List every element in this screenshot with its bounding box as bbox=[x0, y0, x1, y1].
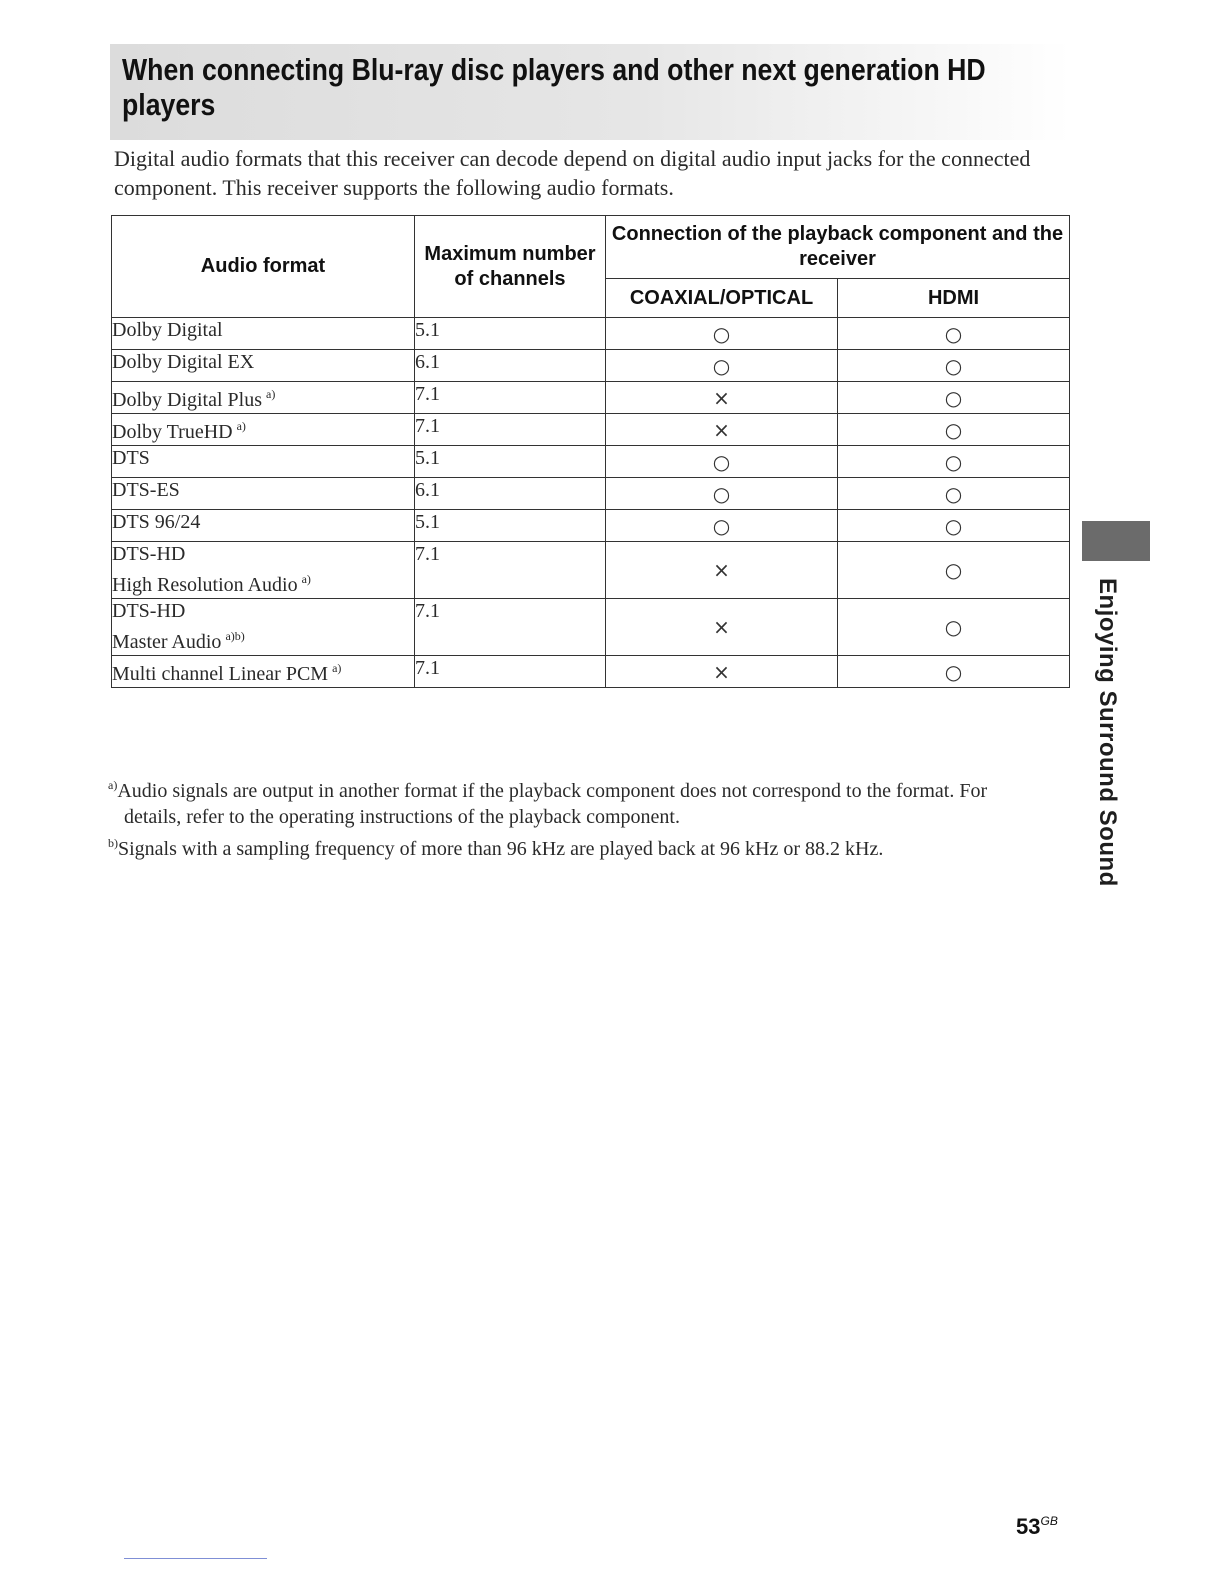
chapter-tab-marker bbox=[1082, 521, 1150, 561]
coaxial-support-mark: ○ bbox=[606, 350, 838, 382]
channels-cell: 5.1 bbox=[415, 446, 606, 478]
table-row bbox=[112, 542, 1070, 599]
format-name bbox=[112, 446, 415, 478]
footnote-ref: a) bbox=[236, 419, 246, 433]
bottom-rule bbox=[124, 1558, 267, 1559]
table-row bbox=[112, 510, 1070, 542]
footnote-a-continuation: details, refer to the operating instructions of the playback component. bbox=[124, 806, 680, 828]
format-name-text: DTS-HD bbox=[112, 543, 186, 565]
table-row bbox=[112, 599, 1070, 656]
format-name bbox=[112, 510, 415, 542]
footnote-a bbox=[108, 772, 1068, 804]
footnote-ref: a) bbox=[266, 387, 276, 401]
footnote-b-marker: b) bbox=[108, 836, 118, 850]
table-row bbox=[112, 382, 1070, 414]
format-name-text: Dolby TrueHD bbox=[112, 421, 233, 443]
footnote-b bbox=[108, 830, 1068, 862]
format-name bbox=[112, 350, 415, 382]
table-row bbox=[112, 350, 1070, 382]
format-name-text: Dolby Digital bbox=[112, 319, 223, 341]
channels-cell: 7.1 bbox=[415, 382, 606, 414]
coaxial-support-mark: × bbox=[606, 656, 838, 688]
header-max-channels: Maximum number of channels bbox=[415, 216, 606, 318]
hdmi-support-mark: ○ bbox=[838, 318, 1070, 350]
hdmi-support-mark: ○ bbox=[838, 542, 1070, 599]
format-name bbox=[112, 478, 415, 510]
coaxial-support-mark: × bbox=[606, 542, 838, 599]
channels-cell: 7.1 bbox=[415, 414, 606, 446]
format-name bbox=[112, 414, 415, 446]
channels-cell: 5.1 bbox=[415, 510, 606, 542]
coaxial-support-mark: × bbox=[606, 414, 838, 446]
audio-format-table bbox=[111, 215, 1070, 688]
format-name bbox=[112, 656, 415, 688]
coaxial-support-mark: ○ bbox=[606, 446, 838, 478]
format-name bbox=[112, 599, 415, 656]
table-row bbox=[112, 446, 1070, 478]
page-number-suffix: GB bbox=[1040, 1514, 1058, 1528]
format-name-text: DTS-ES bbox=[112, 479, 180, 501]
coaxial-support-mark: ○ bbox=[606, 318, 838, 350]
format-name-text: DTS 96/24 bbox=[112, 511, 201, 533]
channels-cell: 7.1 bbox=[415, 599, 606, 656]
table-row bbox=[112, 318, 1070, 350]
format-name-text: Dolby Digital EX bbox=[112, 351, 255, 373]
coaxial-support-mark: × bbox=[606, 382, 838, 414]
header-coaxial-optical: COAXIAL/OPTICAL bbox=[606, 279, 838, 318]
format-name bbox=[112, 542, 415, 599]
table-row bbox=[112, 656, 1070, 688]
channels-cell: 7.1 bbox=[415, 542, 606, 599]
section-heading: When connecting Blu-ray disc players and other next generation HD players bbox=[122, 52, 986, 122]
hdmi-support-mark: ○ bbox=[838, 350, 1070, 382]
format-name-subtext: High Resolution Audio bbox=[112, 574, 298, 596]
format-name bbox=[112, 318, 415, 350]
chapter-side-label: Enjoying Surround Sound bbox=[1094, 578, 1121, 887]
format-name-text: Multi channel Linear PCM bbox=[112, 663, 329, 685]
table-row bbox=[112, 478, 1070, 510]
header-audio-format: Audio format bbox=[112, 216, 415, 318]
hdmi-support-mark: ○ bbox=[838, 510, 1070, 542]
footnote-b-text: Signals with a sampling frequency of more than 96 kHz are played back at 96 kHz or 88.2 kHz. bbox=[118, 838, 884, 860]
hdmi-support-mark: ○ bbox=[838, 446, 1070, 478]
channels-cell: 6.1 bbox=[415, 350, 606, 382]
channels-cell: 5.1 bbox=[415, 318, 606, 350]
footnote-a-marker: a) bbox=[108, 778, 118, 792]
header-hdmi: HDMI bbox=[838, 279, 1070, 318]
channels-cell: 7.1 bbox=[415, 656, 606, 688]
footnote-ref: a)b) bbox=[225, 629, 245, 643]
header-connection: Connection of the playback component and the receiver bbox=[606, 216, 1070, 279]
footnote-ref: a) bbox=[332, 661, 342, 675]
hdmi-support-mark: ○ bbox=[838, 382, 1070, 414]
hdmi-support-mark: ○ bbox=[838, 414, 1070, 446]
page-number-value: 53 bbox=[1016, 1514, 1041, 1539]
format-name bbox=[112, 382, 415, 414]
footnote-ref: a) bbox=[301, 572, 311, 586]
hdmi-support-mark: ○ bbox=[838, 656, 1070, 688]
hdmi-support-mark: ○ bbox=[838, 478, 1070, 510]
intro-paragraph: Digital audio formats that this receiver can decode depend on digital audio input jacks for the connected component. This receiver supports the following audio formats. bbox=[114, 146, 1031, 200]
channels-cell: 6.1 bbox=[415, 478, 606, 510]
format-name-subtext: Master Audio bbox=[112, 631, 222, 653]
footnote-a-text: Audio signals are output in another format if the playback component does not correspond to the format. For bbox=[117, 780, 988, 802]
coaxial-support-mark: ○ bbox=[606, 478, 838, 510]
format-name-text: DTS-HD bbox=[112, 600, 186, 622]
page-number bbox=[1016, 1514, 1058, 1540]
footnotes bbox=[108, 772, 1068, 862]
coaxial-support-mark: ○ bbox=[606, 510, 838, 542]
hdmi-support-mark: ○ bbox=[838, 599, 1070, 656]
coaxial-support-mark: × bbox=[606, 599, 838, 656]
table-row bbox=[112, 414, 1070, 446]
format-name-text: DTS bbox=[112, 447, 150, 469]
format-name-text: Dolby Digital Plus bbox=[112, 389, 263, 411]
